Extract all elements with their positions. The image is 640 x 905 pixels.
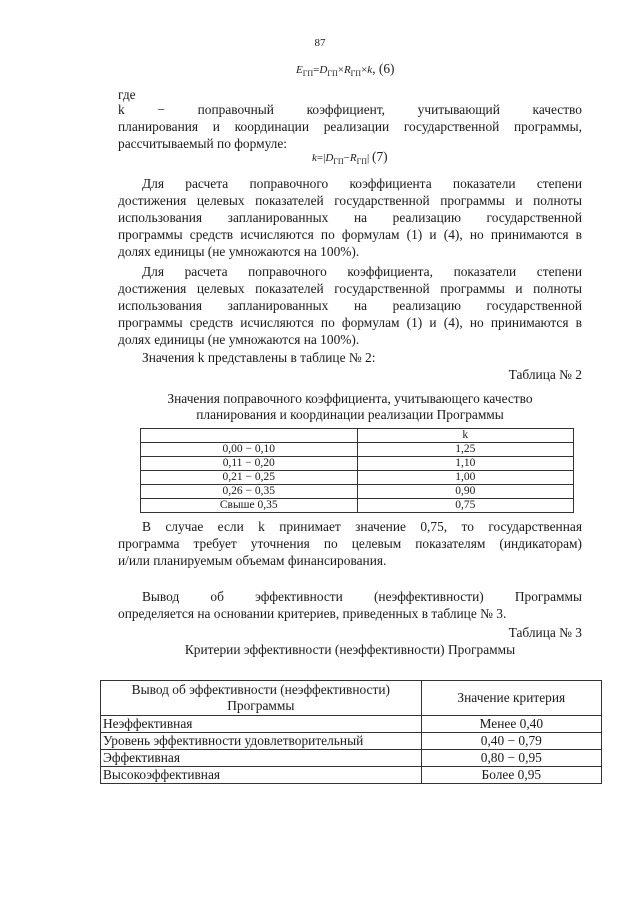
table-row (141, 457, 574, 471)
k-definition-line-2: планирования и координации реализации государственной программы, (118, 119, 582, 134)
table-row (141, 499, 574, 513)
paragraph-1-line-3: использования запланированных на реализацию государственной (118, 210, 582, 225)
table-row (141, 485, 574, 499)
table-3-label: Таблица № 3 (508, 625, 582, 640)
table-cell: 0,26 − 0,35 (141, 485, 358, 499)
table-2 (140, 428, 574, 513)
table-cell: Менее 0,40 (421, 716, 601, 733)
table-3 (100, 680, 602, 784)
table-row (101, 733, 602, 750)
table-2-label: Таблица № 2 (508, 367, 582, 382)
table-cell: 0,80 − 0,95 (421, 750, 601, 767)
k-definition-line-1: k − поправочный коэффициент, учитывающий качество (118, 102, 582, 117)
paragraph-4-line-1: Вывод об эффективности (неэффективности) Программы (142, 589, 582, 604)
table-cell: Эффективная (101, 750, 422, 767)
table-cell: 0,75 (357, 499, 574, 513)
table-row (101, 716, 602, 733)
paragraph-2-line-3: использования запланированных на реализацию государственной (118, 298, 582, 313)
table-cell: 0,90 (357, 485, 574, 499)
paragraph-2-line-2: достижения целевых показателей государственной программы и полноты (118, 281, 582, 296)
k-definition-line-3: рассчитываемый по формуле: (118, 136, 288, 151)
table-cell: 0,11 − 0,20 (141, 457, 358, 471)
paragraph-1-line-2: достижения целевых показателей государственной программы и полноты (118, 193, 582, 208)
formula-7: $k=|D_{ГП}-R_{ГП}|$ (7) (312, 149, 388, 167)
paragraph-2-line-1: Для расчета поправочного коэффициента, показатели степени (142, 264, 582, 279)
table-cell: Свыше 0,35 (141, 499, 358, 513)
table-cell: 1,25 (357, 443, 574, 457)
table-3-title: Критерии эффективности (неэффективности) Программы (184, 642, 516, 657)
table-cell: Уровень эффективности удовлетворительный (101, 733, 422, 750)
table-cell: 1,10 (357, 457, 574, 471)
paragraph-3-line-3: и/или планируемым объемам финансирования. (118, 553, 387, 568)
table-2-title-line-2: планирования и координации реализации Программы (196, 407, 504, 422)
paragraph-1-line-5: долях единицы (не умножаются на 100%). (118, 244, 360, 259)
paragraph-1-line-4: программы средств исчисляются по формулам (1) и (4), но принимаются в (118, 227, 582, 242)
table-2-title-line-1: Значения поправочного коэффициента, учитывающего качество (167, 391, 533, 406)
table-cell: Неэффективная (101, 716, 422, 733)
paragraph-2-line-5: долях единицы (не умножаются на 100%). (118, 332, 360, 347)
table-cell: 1,00 (357, 471, 574, 485)
table-cell: 0,21 − 0,25 (141, 471, 358, 485)
where-word: где (118, 87, 136, 102)
k-values-intro: Значения k представлены в таблице № 2: (142, 350, 376, 365)
table-header-cell: k (357, 429, 574, 443)
table-cell: 0,00 − 0,10 (141, 443, 358, 457)
paragraph-3-line-2: программа требует уточнения по целевым показателям (индикаторам) (118, 536, 582, 551)
paragraph-2-line-4: программы средств исчисляются по формулам (1) и (4), но принимаются в (118, 315, 582, 330)
table-row (141, 471, 574, 485)
table-header-cell: Вывод об эффективности (неэффективности) Программы (101, 681, 422, 716)
table-row (101, 750, 602, 767)
page-number: 87 (314, 37, 326, 49)
table-row (101, 767, 602, 784)
table-header-row (141, 429, 574, 443)
paragraph-3-line-1: В случае если k принимает значение 0,75, то государственная (142, 519, 582, 534)
table-cell: Высокоэффективная (101, 767, 422, 784)
table-row (141, 443, 574, 457)
paragraph-4-line-2: определяется на основании критериев, приведенных в таблице № 3. (118, 606, 507, 621)
table-cell: Более 0,95 (421, 767, 601, 784)
table-cell: 0,40 − 0,79 (421, 733, 601, 750)
paragraph-1-line-1: Для расчета поправочного коэффициента показатели степени (142, 176, 582, 191)
table-header-cell: Значение критерия (421, 681, 601, 716)
table-header-cell (141, 429, 358, 443)
formula-6: $E_{ГП}=D_{ГП}\times R_{ГП}\times k$, (6) (296, 61, 395, 79)
table-header-row (101, 681, 602, 716)
